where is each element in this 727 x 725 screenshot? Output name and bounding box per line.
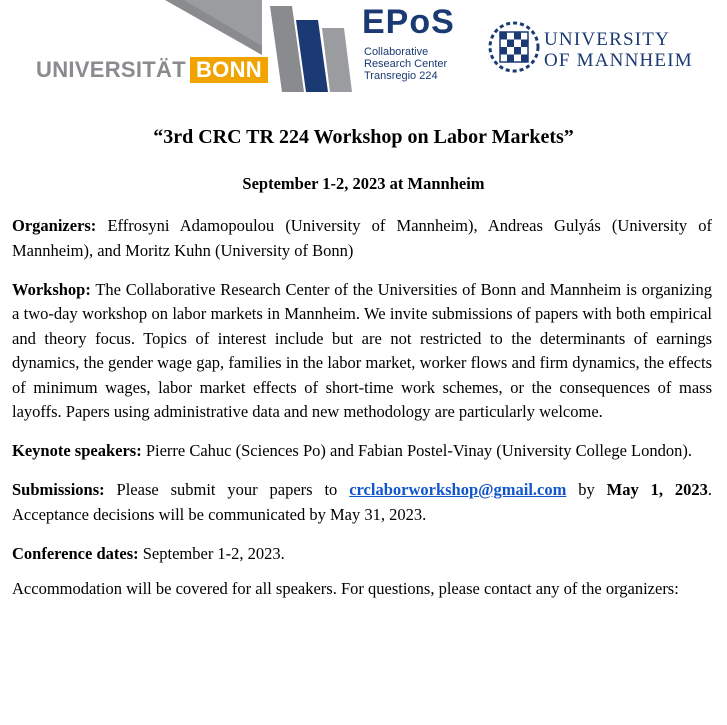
bonn-wordmark	[36, 57, 268, 83]
conference-dates-paragraph	[12, 542, 712, 567]
mannheim-wordmark-line1: UNIVERSITY	[544, 29, 670, 50]
workshop-label: Workshop:	[12, 279, 91, 299]
epos-logo	[270, 2, 470, 94]
keynote-text: Pierre Cahuc (Sciences Po) and Fabian Postel-Vinay (University College London).	[141, 441, 692, 460]
epos-name: EPoS	[362, 3, 455, 41]
accommodation-paragraph	[12, 577, 712, 602]
conference-dates-label: Conference dates:	[12, 543, 139, 563]
submissions-text-after: . Acceptance decisions will be communicated by May 31, 2023.	[12, 480, 712, 524]
bonn-wordmark-universitat: UNIVERSITÄT	[36, 57, 186, 82]
university-mannheim-logo	[486, 20, 716, 80]
organizers-text: Effrosyni Adamopoulou (University of Mannheim), Andreas Gulyás (University of Mannheim), and Moritz Kuhn (University of Bonn)	[12, 216, 712, 260]
mannheim-wordmark-line2: OF MANNHEIM	[544, 50, 693, 71]
submission-deadline: May 1, 2023	[606, 480, 708, 499]
epos-subtitle-line3: Transregio 224	[364, 70, 438, 82]
logo-strip	[0, 0, 727, 100]
document-date: September 1-2, 2023 at Mannheim	[242, 174, 485, 193]
workshop-text: The Collaborative Research Center of the Universities of Bonn and Mannheim is organizing a two-day workshop on labor markets in Mannheim. We invite submissions of papers with both empirical and theory focus. Topics of interest include but are not restricted to the determinants of earnings dynamics, the gender wage gap, families in the labor market, worker flows and firm dynamics, the effects of minimum wages, labor market effects of short-time work schemes, or the consequences of mass layoffs. Papers using administrative data and new methodology are particularly welcome.	[12, 279, 712, 421]
submissions-paragraph	[12, 478, 712, 527]
keynote-paragraph	[12, 439, 712, 464]
conference-dates-text: September 1-2, 2023.	[138, 543, 285, 563]
university-bonn-logo	[0, 0, 262, 90]
epos-subtitle-line1: Collaborative	[364, 46, 429, 58]
submissions-text-mid: by	[566, 480, 607, 499]
organizers-paragraph	[12, 214, 712, 263]
keynote-label: Keynote speakers:	[12, 441, 142, 460]
document-content	[12, 214, 712, 616]
submissions-text-before: Please submit your papers to	[104, 480, 350, 499]
document-title: “3rd CRC TR 224 Workshop on Labor Markets”	[153, 126, 574, 148]
mannheim-wordmark	[544, 29, 693, 71]
submission-email-link[interactable]: crclaborworkshop@gmail.com	[349, 480, 567, 499]
epos-logo-mark-icon	[270, 6, 360, 92]
mannheim-crest-icon	[486, 20, 542, 74]
accommodation-text: Accommodation will be covered for all speakers. For questions, please contact any of the organizers:	[12, 579, 679, 598]
epos-subtitle	[364, 46, 447, 82]
workshop-paragraph	[12, 278, 712, 425]
bonn-wordmark-bonn: BONN	[190, 57, 268, 83]
organizers-label: Organizers:	[12, 216, 97, 235]
epos-subtitle-line2: Research Center	[364, 58, 448, 70]
submissions-label: Submissions:	[12, 480, 105, 499]
